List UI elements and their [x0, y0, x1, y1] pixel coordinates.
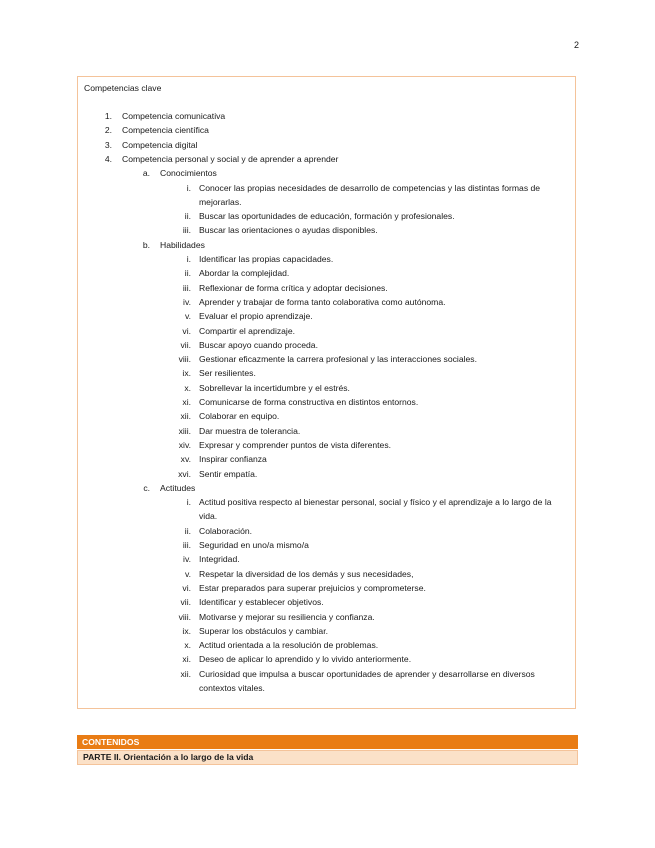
sub-item-number: i. [186, 254, 191, 264]
sub-item-text: Buscar las oportunidades de educación, formación y profesionales. [199, 211, 455, 222]
sub-item-number: vi. [182, 582, 191, 593]
sub-item-number: vii. [180, 339, 191, 350]
sub-item-number: ix. [182, 625, 191, 636]
sub-item-number: xii. [180, 668, 191, 679]
sub-item-number: ix. [182, 368, 191, 379]
sub-item-text: Abordar la complejidad. [199, 268, 290, 279]
sub-item-number: iv. [183, 296, 191, 307]
section-heading-number: c. [143, 482, 150, 493]
sub-item-number: xi. [182, 654, 191, 665]
sub-item-number: vii. [180, 597, 191, 608]
sub-item-number: ii. [184, 268, 191, 279]
competencia-item-number: 1. [104, 111, 112, 121]
section-heading-number: b. [142, 239, 150, 250]
competencia-item-text: Competencia científica [122, 125, 209, 136]
sub-item-text: Buscar apoyo cuando proceda. [199, 339, 318, 350]
sub-item-text: Comunicarse de forma constructiva en distintos entornos. [199, 397, 419, 407]
sub-item-number: v. [184, 311, 191, 322]
sub-item-text: Identificar y establecer objetivos. [199, 597, 324, 608]
sub-item-text: Curiosidad que impulsa a buscar oportunidades de aprender y desarrollarse en diversos contextos vitales. [199, 668, 535, 693]
sub-item-text: Integridad. [199, 554, 240, 565]
sub-item-text: Buscar las orientaciones o ayudas disponibles. [199, 225, 378, 236]
sub-item-text: Sentir empatía. [199, 468, 258, 479]
sub-item-number: xiii. [178, 425, 191, 436]
competencias-title: Competencias clave [84, 83, 162, 93]
sub-item-text: Motivarse y mejorar su resiliencia y confianza. [199, 611, 375, 622]
sub-item-number: ii. [184, 211, 191, 222]
competencia-item-number: 2. [104, 125, 112, 136]
sub-item-number: xiv. [178, 439, 191, 450]
competencia-item-number: 3. [104, 139, 112, 150]
sub-item-text: Inspirar confianza [199, 454, 267, 465]
sub-item-text: Dar muestra de tolerancia. [199, 425, 301, 436]
section-heading-number: a. [142, 168, 150, 179]
competencia-item-text: Competencia digital [122, 139, 198, 150]
sub-item-text: Ser resilientes. [199, 368, 256, 379]
sub-item-number: v. [184, 568, 191, 579]
sub-item-number: i. [186, 497, 191, 508]
sub-item-number: vi. [182, 325, 191, 336]
competencia-item-text: Competencia personal y social y de aprender a aprender [122, 153, 339, 164]
competencia-item-number: 4. [104, 153, 112, 164]
sub-item-text: Gestionar eficazmente la carrera profesional y las interacciones sociales. [199, 354, 477, 365]
contenidos-subheader: PARTE II. Orientación a lo largo de la vida [77, 750, 578, 765]
sub-item-text: Sobrellevar la incertidumbre y el estrés. [199, 382, 350, 393]
sub-item-text: Actitud positiva respecto al bienestar personal, social y físico y el aprendizaje a lo largo de la vida. [199, 497, 552, 522]
sub-item-number: xv. [180, 454, 191, 465]
sub-item-text: Superar los obstáculos y cambiar. [199, 625, 328, 636]
sub-item-number: xvi. [178, 468, 191, 479]
sub-item-text: Estar preparados para superar prejuicios y comprometerse. [199, 582, 426, 593]
sub-item-text: Colaboración. [199, 525, 253, 536]
sub-item-text: Seguridad en uno/a mismo/a [199, 540, 309, 550]
sub-item-number: xii. [180, 411, 191, 422]
section-heading-text: Conocimientos [160, 168, 217, 179]
sub-item-number: x. [184, 640, 191, 651]
sub-item-number: iii. [182, 282, 191, 293]
competencias-box [77, 76, 576, 709]
sub-item-number: iv. [183, 554, 191, 565]
sub-item-text: Reflexionar de forma crítica y adoptar decisiones. [199, 282, 388, 293]
sub-item-text: Aprender y trabajar de forma tanto colaborativa como autónoma. [199, 296, 446, 307]
sub-item-number: iii. [182, 225, 191, 236]
sub-item-text: Colaborar en equipo. [199, 411, 280, 422]
sub-item-number: viii. [178, 611, 191, 622]
sub-item-text: Expresar y comprender puntos de vista diferentes. [199, 439, 392, 450]
sub-item-number: iii. [182, 540, 191, 550]
sub-item-text: Compartir el aprendizaje. [199, 325, 296, 336]
sub-item-number: viii. [178, 354, 191, 365]
sub-item-number: i. [186, 182, 191, 193]
sub-item-text: Actitud orientada a la resolución de problemas. [199, 640, 379, 651]
sub-item-text: Evaluar el propio aprendizaje. [199, 311, 313, 322]
page-number: 2 [573, 40, 579, 50]
sub-item-text: Deseo de aplicar lo aprendido y lo vivido anteriormente. [199, 654, 412, 665]
contenidos-header: CONTENIDOS [77, 735, 578, 749]
sub-item-text: Respetar la diversidad de los demás y sus necesidades, [199, 568, 414, 579]
sub-item-text: Identificar las propias capacidades. [199, 254, 334, 264]
section-heading-text: Actitudes [160, 482, 196, 493]
sub-item-number: ii. [184, 525, 191, 536]
competencia-item-text: Competencia comunicativa [122, 111, 226, 121]
sub-item-number: x. [184, 382, 191, 393]
sub-item-number: xi. [182, 397, 191, 407]
sub-item-text: Conocer las propias necesidades de desarrollo de competencias y las distintas formas de mejorarlas. [199, 182, 541, 207]
section-heading-text: Habilidades [160, 239, 205, 250]
